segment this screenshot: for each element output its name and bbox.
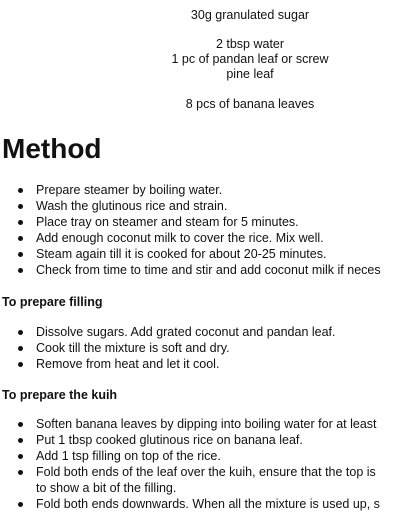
spacer <box>150 23 350 37</box>
method-title: Method <box>2 133 102 164</box>
bullet-icon <box>18 470 23 475</box>
bullet-icon <box>18 252 23 257</box>
list-item-text: Wash the glutinous rice and strain. <box>36 199 228 213</box>
bullet-icon <box>18 268 23 273</box>
list-item-text: Prepare steamer by boiling water. <box>36 183 223 197</box>
ingredient-banana-leaves: 8 pcs of banana leaves <box>185 97 315 111</box>
list-item-text: Check from time to time and stir and add coconut milk if neces <box>36 263 381 277</box>
list-item <box>0 340 410 356</box>
list-item-text: Cook till the mixture is soft and dry. <box>36 341 230 355</box>
ingredient-pandan-line1: 1 pc of pandan leaf or screw <box>171 52 329 66</box>
bullet-icon <box>18 220 23 225</box>
list-item-text: Put 1 tbsp cooked glutinous rice on banana leaf. <box>36 433 303 447</box>
list-item <box>0 214 410 230</box>
list-item-text: Add enough coconut milk to cover the rice. Mix well. <box>36 231 324 245</box>
list-item-text: Fold both ends downwards. When all the mixture is used up, s <box>36 497 380 511</box>
list-item-text: Add 1 tsp filling on top of the rice. <box>36 449 221 463</box>
list-item-text: Dissolve sugars. Add grated coconut and pandan leaf. <box>36 325 336 339</box>
list-item <box>0 246 410 262</box>
kuih-steps-list <box>0 416 410 512</box>
list-item <box>0 432 410 448</box>
list-item-text: Fold both ends of the leaf over the kuih, ensure that the top is <box>36 465 376 479</box>
bullet-icon <box>18 346 23 351</box>
ingredients-list <box>150 8 350 112</box>
method-steps-list <box>0 182 410 278</box>
bullet-icon <box>18 188 23 193</box>
bullet-icon <box>18 422 23 427</box>
list-item-text: Remove from heat and let it cool. <box>36 357 220 371</box>
spacer <box>150 82 350 97</box>
list-item <box>0 356 410 372</box>
bullet-icon <box>18 362 23 367</box>
list-item <box>0 416 410 432</box>
list-item-text: Place tray on steamer and steam for 5 minutes. <box>36 215 299 229</box>
kuih-heading: To prepare the kuih <box>2 388 118 402</box>
ingredient-sugar: 30g granulated sugar <box>190 8 310 22</box>
bullet-icon <box>18 438 23 443</box>
list-item <box>0 262 410 278</box>
list-item-text: Steam again till it is cooked for about 20-25 minutes. <box>36 247 327 261</box>
list-item <box>0 496 410 512</box>
bullet-icon <box>18 236 23 241</box>
list-item <box>0 230 410 246</box>
bullet-icon <box>18 502 23 507</box>
bullet-icon <box>18 454 23 459</box>
bullet-icon <box>18 204 23 209</box>
list-item-text-continued: to show a bit of the filling. <box>36 481 177 495</box>
list-item <box>0 182 410 198</box>
filling-steps-list <box>0 324 410 372</box>
ingredient-pandan-line2: pine leaf <box>226 67 274 81</box>
list-item <box>0 448 410 464</box>
ingredient-water: 2 tbsp water <box>215 37 285 51</box>
list-item-text: Soften banana leaves by dipping into boiling water for at least <box>36 417 377 431</box>
list-item <box>0 464 410 496</box>
list-item <box>0 324 410 340</box>
bullet-icon <box>18 330 23 335</box>
filling-heading: To prepare filling <box>2 295 103 309</box>
list-item <box>0 198 410 214</box>
